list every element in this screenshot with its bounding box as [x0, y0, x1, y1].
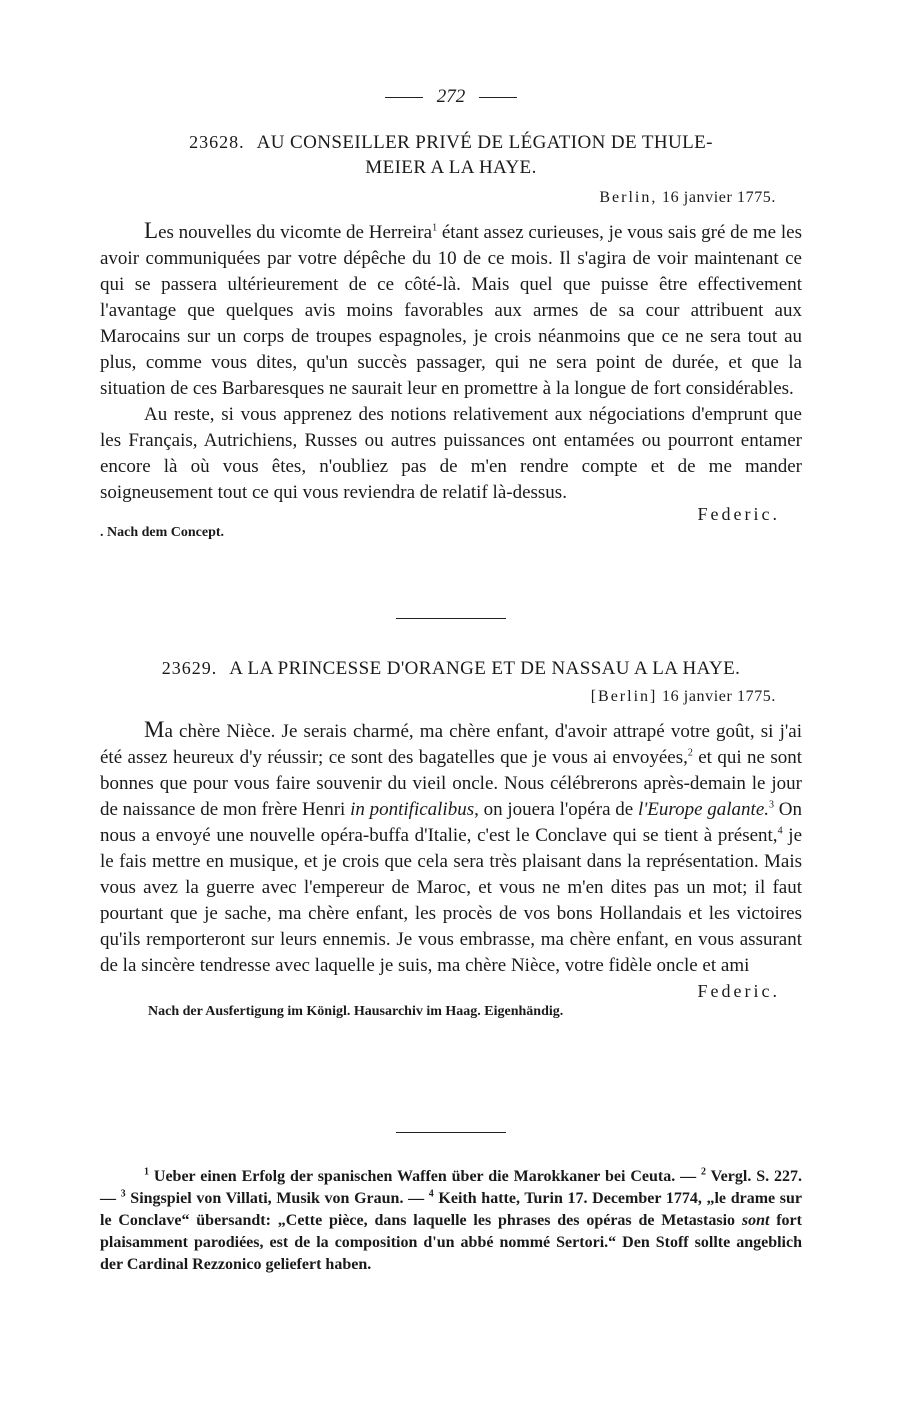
paragraph [100, 717, 802, 979]
footnote-text: fort plaisamment parodiées, est de la composition d'un abbé nommé Sertori.“ Den Stoff sollte angeblich der Cardinal Rezzonico geliefert haben. [100, 1212, 802, 1273]
date-text: 16 janvier 1775. [661, 688, 776, 705]
paragraph [100, 218, 802, 402]
footnote-text: Singspiel von Villati, Musik von Graun. — [125, 1190, 429, 1207]
paragraph-text: et qui ne sont bonnes que pour vous faire souvenir du vieil oncle. Nous célébrerons après-demain le jour de naissance de mon frère Henri [100, 747, 802, 820]
header-dash-right [479, 97, 517, 98]
source-note: Nach der Ausfertigung im Königl. Hausarchiv im Haag. Eigenhändig. [148, 1004, 564, 1019]
date-place: Berlin, [599, 189, 658, 206]
letter-heading [100, 130, 802, 180]
letter-number: 23628. [189, 132, 245, 152]
italic-text: sont [741, 1212, 770, 1229]
letter-dateline [100, 685, 802, 709]
drop-initial: L [144, 218, 159, 243]
header-dash-left [385, 97, 423, 98]
footnote-divider [100, 1132, 802, 1133]
date-text: 16 janvier 1775. [661, 189, 776, 206]
italic-text: l'Europe galante. [637, 799, 770, 820]
footnote-text: Keith hatte, Turin 17. December 1774, „le drame sur le Conclave“ übersandt: „Cette pièce, dans laquelle les phrases des opéras de Metastasio [100, 1190, 802, 1229]
source-note: . Nach dem Concept. [100, 525, 225, 540]
footnote-ref: 3 [769, 799, 775, 811]
paragraph-text: , on jouera l'opéra de [474, 799, 638, 820]
signature: Federic. [697, 504, 780, 524]
section-divider [100, 618, 802, 619]
letter-body [100, 717, 802, 979]
paragraph: Au reste, si vous apprenez des notions relativement aux négociations d'emprunt que les Français, Autrichiens, Russes ou autres puissances ont entamées ou pourront entamer encore là où vous êtes, n'oubliez pas de m'en rendre compte et de me mander soigneusement tout ce qui vous reviendra de relatif là-dessus. [100, 404, 802, 503]
paragraph-text: a chère Nièce. Je serais charmé, ma chère enfant, d'avoir attrapé votre goût, si j'ai été assez heureux d'y réussir; ce sont des bagatelles que je vous ai envoyées, [100, 721, 802, 768]
letter-title-line1: AU CONSEILLER PRIVÉ DE LÉGATION DE THULE- [256, 132, 713, 153]
letter-number: 23629. [161, 658, 218, 678]
footnote-ref: 2 [687, 747, 693, 759]
letter-title: A LA PRINCESSE D'ORANGE ET DE NASSAU A LA HAYE. [229, 658, 741, 679]
footnote-mark: 3 [120, 1188, 126, 1200]
paragraph-text: On nous a envoyé une nouvelle opéra-buffa d'Italie, c'est le Conclave qui se tient à présent, [100, 799, 803, 846]
paragraph-text: es nouvelles du vicomte de Herreira [158, 222, 433, 243]
footnote-ref: 4 [777, 825, 783, 837]
footnote-ref: 1 [432, 222, 438, 234]
letter-dateline [100, 186, 802, 210]
date-place: [Berlin] [590, 688, 658, 705]
letter-body [100, 218, 802, 506]
page-header [100, 86, 802, 108]
page-number: 272 [436, 86, 466, 107]
italic-text: in pontificalibus [350, 799, 475, 820]
letter-23628 [100, 130, 802, 541]
letter-heading [100, 656, 802, 681]
paragraph-text: je le fais mettre en musique, et je crois que cela sera très plaisant dans la représentation. Mais vous avez la guerre avec l'empereur de Maroc, et vous ne m'en dites pas un mot; il faut pourtant que je sache, ma chère enfant, les procès de vos bons Hollandais et les victoires qu'ils remporteront sur leurs ennemis. Je vous embrasse, ma chère enfant, en vous assurant de la sincère tendresse avec laquelle je suis, ma chère Nièce, votre fidèle oncle et ami [100, 825, 803, 976]
divider-rule [396, 618, 506, 619]
letter-23629 [100, 656, 802, 1020]
footnote-mark: 1 [144, 1166, 149, 1178]
divider-rule [396, 1132, 506, 1133]
footnote-block [100, 1166, 802, 1276]
footnote-text: Ueber einen Erfolg der spanischen Waffen über die Marokkaner bei Ceuta. — [149, 1168, 701, 1185]
footnote-mark: 2 [701, 1166, 706, 1178]
footnotes [100, 1166, 802, 1276]
paragraph-text: étant assez curieuses, je vous sais gré de me les avoir communiquées par votre dépêche du 10 de ce mois. Il s'agira de voir maintenant ce qui se passera ultérieurement de ce côté-là. Mais quel que puisse être effectivement l'avantage que quelques avis moins favorables aux armes de sa cour attribuent aux Marocains sur un corps de troupes espagnoles, je crois néanmoins que ce ne sera tout au plus, comme vous dites, qu'un succès passager, qui ne sera point de durée, et que la situation de ces Barbaresques ne saurait leur en promettre à la longue de fort considérables. [100, 222, 802, 399]
footnote-mark: 4 [428, 1188, 434, 1200]
letter-title-line2: MEIER A LA HAYE. [365, 157, 537, 178]
drop-initial: M [144, 717, 165, 742]
signature: Federic. [697, 981, 780, 1001]
footnote-text: Vergl. S. 227. — [100, 1168, 803, 1207]
